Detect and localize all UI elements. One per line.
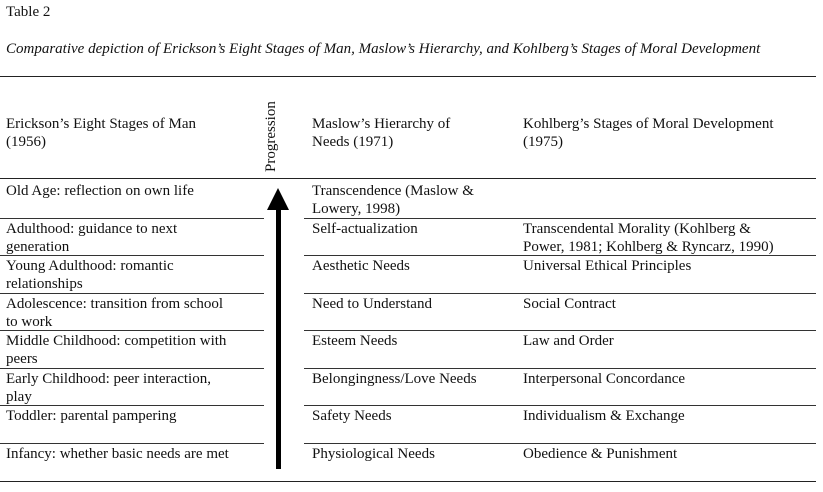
header-erickson-line: (1956) bbox=[6, 134, 46, 150]
cell-maslow bbox=[312, 295, 512, 313]
cell-erickson bbox=[6, 370, 264, 406]
table-label: Table 2 bbox=[6, 4, 51, 20]
row-separator bbox=[304, 443, 816, 444]
cell-line: Old Age: reflection on own life bbox=[6, 183, 194, 199]
header-erickson bbox=[6, 115, 264, 151]
cell-line: play bbox=[6, 389, 32, 405]
header-kohlberg bbox=[523, 115, 813, 151]
header-kohlberg-line: (1975) bbox=[523, 134, 563, 150]
cell-line: to work bbox=[6, 314, 53, 330]
cell-kohlberg bbox=[523, 295, 813, 313]
header-kohlberg-line: Kohlberg’s Stages of Moral Development bbox=[523, 116, 774, 132]
cell-line: Universal Ethical Principles bbox=[523, 258, 692, 274]
cell-erickson bbox=[6, 295, 264, 331]
cell-line: Adulthood: guidance to next bbox=[6, 221, 178, 237]
header-erickson-line: Erickson’s Eight Stages of Man bbox=[6, 116, 196, 132]
arrow-shaft bbox=[276, 208, 281, 469]
row-separator bbox=[304, 405, 816, 406]
cell-erickson bbox=[6, 332, 264, 368]
bottom-rule bbox=[0, 481, 816, 482]
cell-erickson bbox=[6, 407, 264, 425]
cell-kohlberg bbox=[523, 370, 813, 388]
cell-maslow bbox=[312, 445, 512, 463]
header-rule bbox=[0, 178, 816, 179]
arrow-up-icon bbox=[267, 188, 289, 210]
cell-maslow bbox=[312, 257, 512, 275]
cell-line: Social Contract bbox=[523, 296, 616, 312]
cell-line: Adolescence: transition from school bbox=[6, 296, 224, 312]
cell-maslow bbox=[312, 182, 512, 218]
row-separator bbox=[0, 293, 264, 294]
cell-line: Interpersonal Concordance bbox=[523, 371, 686, 387]
cell-line: Infancy: whether basic needs are met bbox=[6, 446, 229, 462]
cell-line: Transcendental Morality (Kohlberg & bbox=[523, 221, 751, 237]
table-caption: Comparative depiction of Erickson’s Eight Stages of Man, Maslow’s Hierarchy, and Kohlberg’s Stages of Moral Development bbox=[6, 41, 761, 57]
cell-erickson bbox=[6, 257, 264, 293]
top-rule bbox=[0, 76, 816, 77]
cell-line: Law and Order bbox=[523, 333, 614, 349]
row-separator bbox=[0, 218, 264, 219]
cell-kohlberg bbox=[523, 257, 813, 275]
row-separator bbox=[0, 368, 264, 369]
cell-line: Safety Needs bbox=[312, 408, 392, 424]
cell-kohlberg bbox=[523, 332, 813, 350]
row-separator bbox=[304, 218, 816, 219]
cell-line: Need to Understand bbox=[312, 296, 432, 312]
header-maslow-line: Maslow’s Hierarchy of bbox=[312, 116, 451, 132]
cell-maslow bbox=[312, 407, 512, 425]
cell-line: Toddler: parental pampering bbox=[6, 408, 177, 424]
cell-maslow bbox=[312, 332, 512, 350]
cell-line: generation bbox=[6, 239, 70, 255]
cell-line: Esteem Needs bbox=[312, 333, 398, 349]
cell-line: Early Childhood: peer interaction, bbox=[6, 371, 211, 387]
cell-line: Young Adulthood: romantic bbox=[6, 258, 174, 274]
cell-line: Aesthetic Needs bbox=[312, 258, 410, 274]
cell-line: relationships bbox=[6, 276, 83, 292]
cell-erickson bbox=[6, 445, 264, 463]
row-separator bbox=[304, 368, 816, 369]
cell-line: Lowery, 1998) bbox=[312, 201, 401, 217]
cell-line: Transcendence (Maslow & bbox=[312, 183, 474, 199]
header-maslow-line: Needs (1971) bbox=[312, 134, 394, 150]
cell-erickson bbox=[6, 182, 264, 200]
cell-line: Physiological Needs bbox=[312, 446, 435, 462]
row-separator bbox=[304, 330, 816, 331]
row-separator bbox=[0, 330, 264, 331]
cell-kohlberg bbox=[523, 220, 813, 256]
header-progression: Progression bbox=[263, 101, 279, 172]
cell-line: Self-actualization bbox=[312, 221, 418, 237]
cell-line: Middle Childhood: competition with bbox=[6, 333, 227, 349]
cell-maslow bbox=[312, 220, 512, 238]
row-separator bbox=[0, 255, 264, 256]
cell-line: peers bbox=[6, 351, 38, 367]
cell-line: Power, 1981; Kohlberg & Ryncarz, 1990) bbox=[523, 239, 774, 255]
cell-erickson bbox=[6, 220, 264, 256]
row-separator bbox=[0, 443, 264, 444]
cell-line: Obedience & Punishment bbox=[523, 446, 678, 462]
row-separator bbox=[0, 405, 264, 406]
cell-line: Belongingness/Love Needs bbox=[312, 371, 477, 387]
header-maslow bbox=[312, 115, 512, 151]
cell-kohlberg bbox=[523, 407, 813, 425]
row-separator bbox=[304, 255, 816, 256]
row-separator bbox=[304, 293, 816, 294]
cell-maslow bbox=[312, 370, 512, 388]
cell-kohlberg bbox=[523, 445, 813, 463]
cell-line: Individualism & Exchange bbox=[523, 408, 685, 424]
